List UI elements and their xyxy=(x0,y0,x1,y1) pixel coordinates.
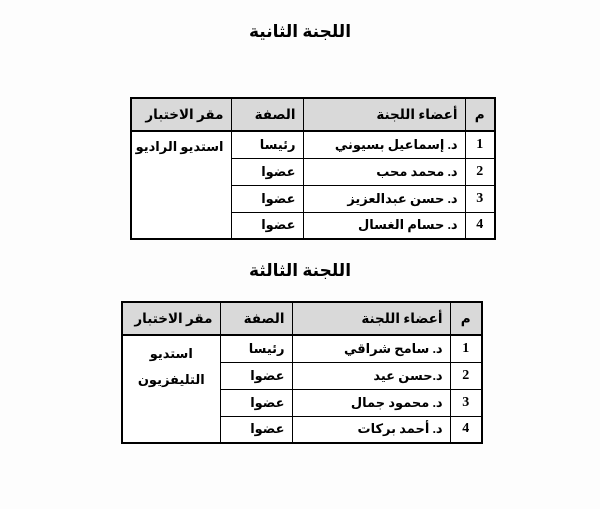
member-number-cell: 3 xyxy=(465,185,495,212)
member-role-cell: عضوا xyxy=(220,389,292,416)
member-name-cell: د. أحمد بركات xyxy=(292,416,450,443)
member-role-cell: عضوا xyxy=(231,158,303,185)
column-header-members: أعضاء اللجنة xyxy=(292,302,450,335)
table-header-row xyxy=(122,302,482,335)
column-header-role: الصفة xyxy=(231,98,303,131)
committee-table-third xyxy=(121,301,483,444)
member-name-cell: د.حسن عيد xyxy=(292,362,450,389)
venue-cell: استديو التليفزيون xyxy=(122,335,220,443)
member-name-cell: د. حسن عبدالعزيز xyxy=(303,185,465,212)
member-role-cell: رئيسا xyxy=(220,335,292,362)
table-row xyxy=(122,335,482,362)
member-number-cell: 4 xyxy=(465,212,495,239)
table-row xyxy=(131,131,495,158)
table-header-row xyxy=(131,98,495,131)
member-name-cell: د. سامح شراقي xyxy=(292,335,450,362)
committee-table-second xyxy=(130,97,496,240)
member-number-cell: 2 xyxy=(465,158,495,185)
member-role-cell: رئيسا xyxy=(231,131,303,158)
member-number-cell: 4 xyxy=(450,416,482,443)
venue-cell: استديو الراديو xyxy=(131,131,231,239)
committee-title-second: اللجنة الثانية xyxy=(248,22,352,41)
member-number-cell: 1 xyxy=(450,335,482,362)
member-number-cell: 2 xyxy=(450,362,482,389)
member-role-cell: عضوا xyxy=(231,185,303,212)
column-header-venue: مقر الاختبار xyxy=(122,302,220,335)
member-role-cell: عضوا xyxy=(220,362,292,389)
member-name-cell: د. محمد محب xyxy=(303,158,465,185)
member-name-cell: د. محمود جمال xyxy=(292,389,450,416)
member-name-cell: د. حسام الغسال xyxy=(303,212,465,239)
column-header-venue: مقر الاختبار xyxy=(131,98,231,131)
member-name-cell: د. إسماعيل بسيوني xyxy=(303,131,465,158)
member-number-cell: 3 xyxy=(450,389,482,416)
member-role-cell: عضوا xyxy=(220,416,292,443)
committee-title-third: اللجنة الثالثة xyxy=(248,261,352,280)
member-role-cell: عضوا xyxy=(231,212,303,239)
member-number-cell: 1 xyxy=(465,131,495,158)
column-header-role: الصفة xyxy=(220,302,292,335)
column-header-members: أعضاء اللجنة xyxy=(303,98,465,131)
column-header-num: م xyxy=(450,302,482,335)
column-header-num: م xyxy=(465,98,495,131)
